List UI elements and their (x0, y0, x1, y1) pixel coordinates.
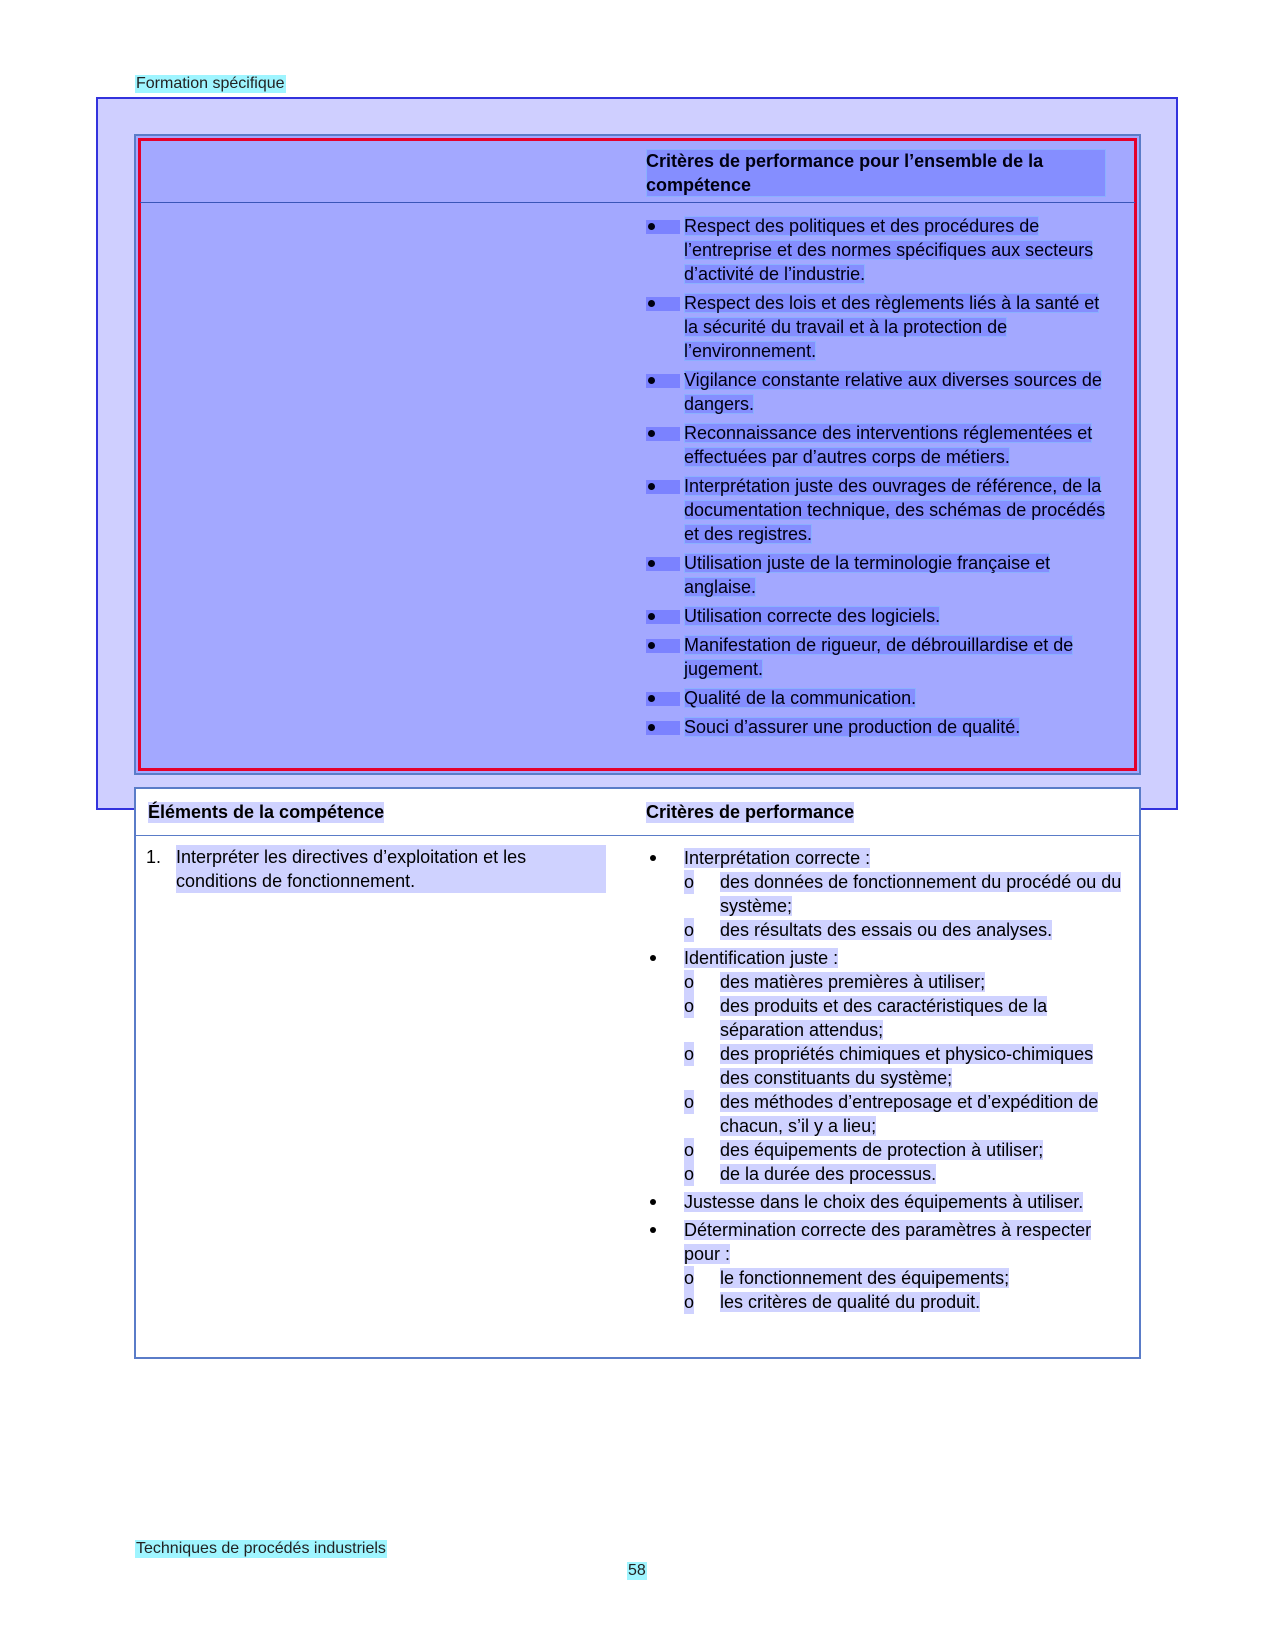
list-item: Utilisation juste de la terminologie française et anglaise. (646, 551, 1116, 599)
bullet-icon (646, 639, 680, 653)
bullet-icon (646, 557, 680, 571)
list-item: Respect des lois et des règlements liés à la santé et la sécurité du travail et à la protection de l’environnement. (646, 291, 1116, 363)
bullet-icon (650, 1227, 656, 1233)
bullet-icon (646, 610, 680, 624)
element-number: 1. (146, 847, 162, 867)
sub-item: o des équipements de protection à utiliser; (684, 1140, 1044, 1160)
header-divider (136, 835, 1139, 836)
list-item: Utilisation correcte des logiciels. (646, 604, 1116, 628)
overall-criteria-list (646, 214, 1116, 744)
list-item: Détermination correcte des paramètres à respecter pour : o le fonctionnement des équipements; o les critères de qualité du produit. (646, 1218, 1126, 1314)
list-item: Manifestation de rigueur, de débrouillardise et de jugement. (646, 633, 1116, 681)
list-item: Qualité de la communication. (646, 686, 1116, 710)
sub-item: o les critères de qualité du produit. (684, 1292, 981, 1312)
list-item: Reconnaissance des interventions réglementées et effectuées par d’autres corps de métiers. (646, 421, 1116, 469)
bullet-icon (646, 427, 680, 441)
overall-criteria-heading: Critères de performance pour l’ensemble de la compétence (646, 149, 1106, 197)
bullet-icon (646, 692, 680, 706)
list-item: Identification juste : o des matières premières à utiliser; o des produits et des caractéristiques de la séparation attendus; o des propriétés chimiques et physico-chimiques des constituants du système; o des méthodes d’entreposage et d’expédition de chacun, s’il y a lieu; o des équipements de protection à utiliser; o de la durée des processus. (646, 946, 1126, 1186)
bullet-icon (646, 297, 680, 311)
criteria-list (646, 846, 1126, 1318)
competence-elements-table (134, 787, 1141, 1359)
sub-item: o des données de fonctionnement du procédé ou du système; (684, 872, 1122, 916)
list-item: Interprétation juste des ouvrages de référence, de la documentation technique, des schémas de procédés et des registres. (646, 474, 1116, 546)
sub-item: o des produits et des caractéristiques de la séparation attendus; (684, 996, 1048, 1040)
list-item: Interprétation correcte : o des données de fonctionnement du procédé ou du système; o des résultats des essais ou des analyses. (646, 846, 1126, 942)
list-item: Justesse dans le choix des équipements à utiliser. (646, 1190, 1126, 1214)
sub-item: o le fonctionnement des équipements; (684, 1268, 1010, 1288)
bullet-icon (650, 955, 656, 961)
competence-element (146, 845, 606, 893)
page-header: Formation spécifique (136, 75, 285, 92)
bullet-icon (646, 220, 680, 234)
criteria-column-heading: Critères de performance (646, 802, 855, 822)
bullet-icon (650, 1199, 656, 1205)
sub-item: o des résultats des essais ou des analyses. (684, 920, 1053, 940)
bullet-icon (646, 374, 680, 388)
page-number: 58 (628, 1562, 646, 1579)
element-text: Interpréter les directives d’exploitation et les conditions de fonctionnement. (176, 845, 606, 893)
header-divider (140, 202, 1135, 203)
list-item: Respect des politiques et des procédures de l’entreprise et des normes spécifiques aux secteurs d’activité de l’industrie. (646, 214, 1116, 286)
list-item: Vigilance constante relative aux diverses sources de dangers. (646, 368, 1116, 416)
sub-item: o des propriétés chimiques et physico-chimiques des constituants du système; (684, 1044, 1094, 1088)
bullet-icon (646, 480, 680, 494)
bullet-icon (650, 855, 656, 861)
overall-criteria-table (134, 134, 1141, 775)
list-item: Souci d’assurer une production de qualité. (646, 715, 1116, 739)
sub-item: o de la durée des processus. (684, 1164, 937, 1184)
sub-item: o des matières premières à utiliser; (684, 972, 986, 992)
elements-column-heading: Éléments de la compétence (148, 802, 385, 822)
sub-item: o des méthodes d’entreposage et d’expédition de chacun, s’il y a lieu; (684, 1092, 1099, 1136)
bullet-icon (646, 721, 680, 735)
page-footer: Techniques de procédés industriels (136, 1540, 386, 1557)
